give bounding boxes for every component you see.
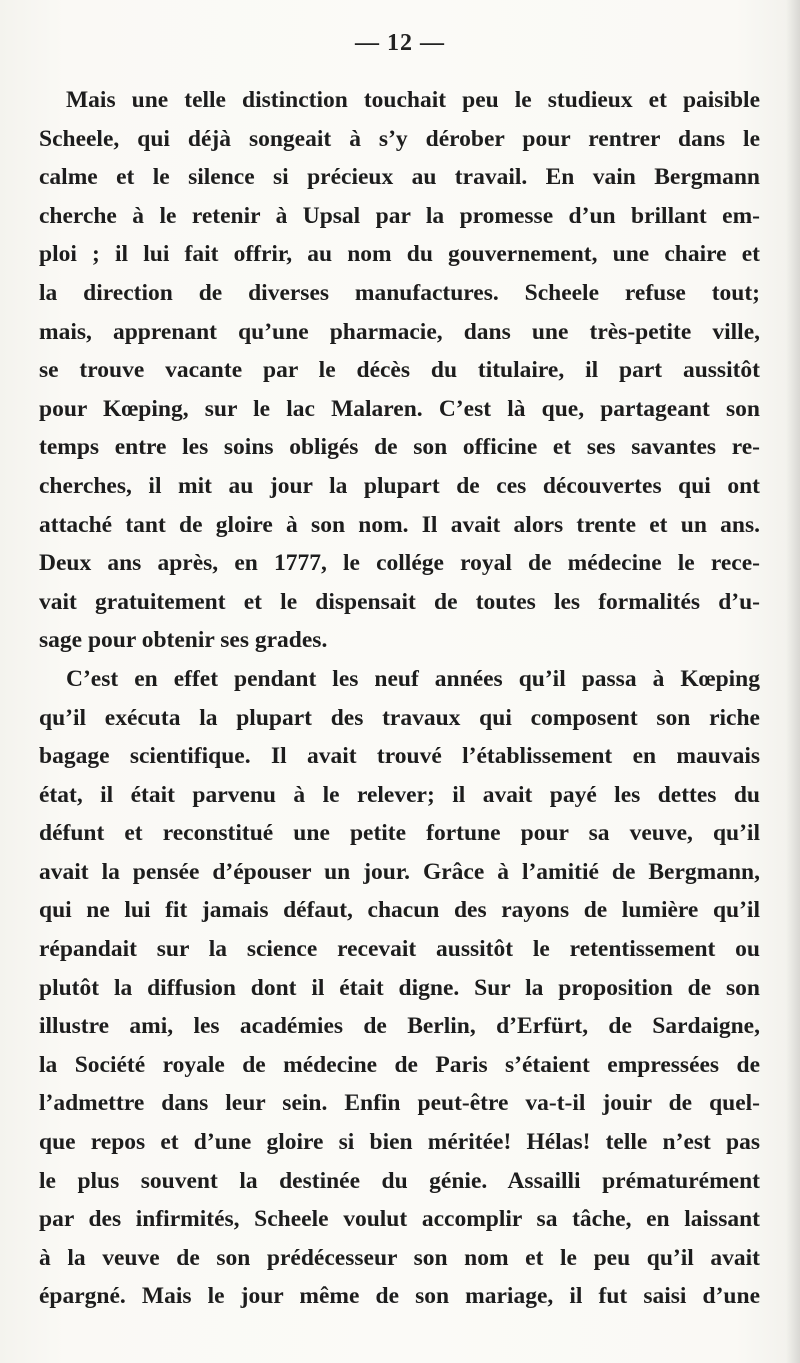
text-line: épargné. Mais le jour même de son mariage, il fut saisi d’une <box>39 1283 760 1310</box>
text-line: temps entre les soins obligés de son officine et ses savantes re- <box>39 434 760 461</box>
text-line: cherches, il mit au jour la plupart de ces découvertes qui ont <box>39 472 760 499</box>
body-text <box>39 81 760 1316</box>
text-line: état, il était parvenu à le relever; il avait payé les dettes du <box>39 781 760 808</box>
text-line: Scheele, qui déjà songeait à s’y dérober pour rentrer dans le <box>39 125 760 152</box>
page-edge-shadow <box>786 0 800 1363</box>
page-number: — 12 — <box>355 30 445 56</box>
text-line: l’admettre dans leur sein. Enfin peut-être va-t-il jouir de quel- <box>39 1090 760 1117</box>
text-line: à la veuve de son prédécesseur son nom et le peu qu’il avait <box>39 1244 760 1271</box>
text-line: pour Kœping, sur le lac Malaren. C’est là que, partageant son <box>39 395 760 422</box>
text-line: par des infirmités, Scheele voulut accomplir sa tâche, en laissant <box>39 1206 760 1233</box>
text-line: cherche à le retenir à Upsal par la promesse d’un brillant em- <box>39 202 760 229</box>
text-line: se trouve vacante par le décès du titulaire, il part aussitôt <box>39 357 760 384</box>
text-line: mais, apprenant qu’une pharmacie, dans une très-petite ville, <box>39 318 760 345</box>
text-line: illustre ami, les académies de Berlin, d’Erfürt, de Sardaigne, <box>39 1013 760 1040</box>
text-line: la direction de diverses manufactures. Scheele refuse tout; <box>39 279 760 306</box>
text-line: le plus souvent la destinée du génie. Assailli prématurément <box>39 1167 760 1194</box>
text-line: que repos et d’une gloire si bien méritée! Hélas! telle n’est pas <box>39 1129 760 1156</box>
text-line: calme et le silence si précieux au travail. En vain Bergmann <box>39 164 760 191</box>
text-line: avait la pensée d’épouser un jour. Grâce à l’amitié de Bergmann, <box>39 858 760 885</box>
text-line: vait gratuitement et le dispensait de toutes les formalités d’u- <box>39 588 760 615</box>
text-line: ploi ; il lui fait offrir, au nom du gouvernement, une chaire et <box>39 241 760 268</box>
text-line: Mais une telle distinction touchait peu le studieux et paisible <box>66 87 760 113</box>
text-line: qu’il exécuta la plupart des travaux qui composent son riche <box>39 704 760 731</box>
text-line: Deux ans après, en 1777, le collége royal de médecine le rece- <box>39 550 760 577</box>
text-line: sage pour obtenir ses grades. <box>39 627 328 654</box>
text-line: défunt et reconstitué une petite fortune pour sa veuve, qu’il <box>39 820 760 847</box>
text-line: attaché tant de gloire à son nom. Il avait alors trente et un ans. <box>39 511 760 538</box>
text-line: C’est en effet pendant les neuf années qu’il passa à Kœping <box>66 665 760 692</box>
text-line: bagage scientifique. Il avait trouvé l’établissement en mauvais <box>39 743 760 770</box>
text-line: la Société royale de médecine de Paris s’étaient empressées de <box>39 1051 760 1078</box>
text-line: répandait sur la science recevait aussitôt le retentissement ou <box>39 936 760 963</box>
text-line: plutôt la diffusion dont il était digne. Sur la proposition de son <box>39 974 760 1001</box>
text-line: qui ne lui fit jamais défaut, chacun des rayons de lumière qu’il <box>39 897 760 924</box>
